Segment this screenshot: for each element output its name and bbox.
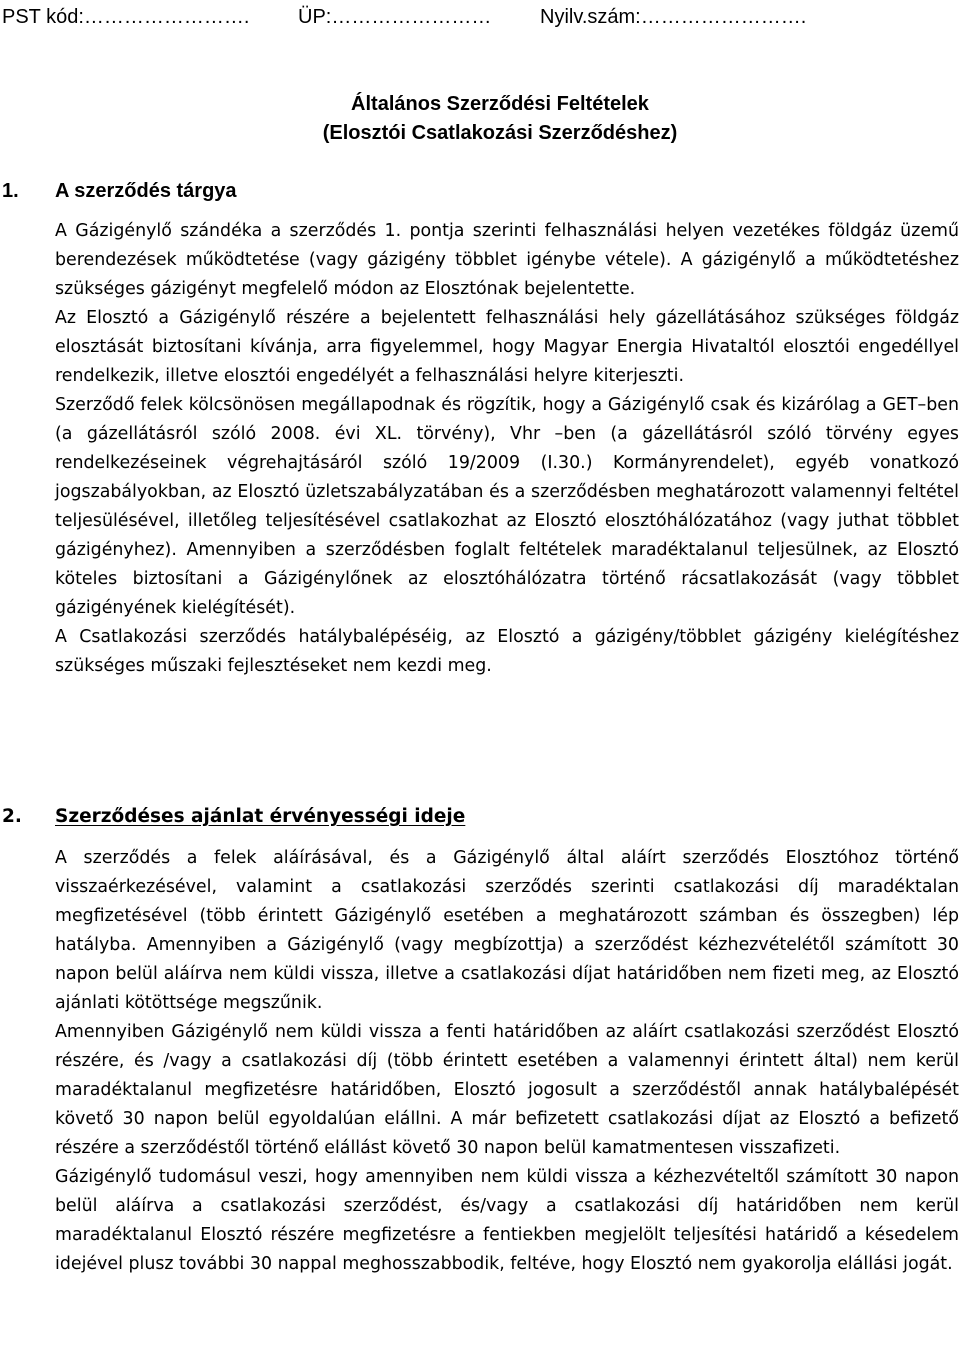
section-1-body: [55, 217, 959, 681]
section-2-title: Szerződéses ajánlat érvényességi ideje: [55, 806, 466, 827]
section-2-body: [55, 844, 959, 1279]
section-2-paragraph: A szerződés a felek aláírásával, és a Gázigénylő által aláírt szerződés Elosztóhoz történő visszaérkezésével, valamint a csatlakozási szerződés szerinti csatlakozási díj maradéktalan megfizetésével (több érintett Gázigénylő esetében a meghatározott számban és összegben) lép hatályba. Amennyiben a Gázigénylő (vagy megbízottja) a szerződést kézhezvételétől számított 30 napon belül aláírva nem küldi vissza, illetve a csatlakozási díjat határidőben nem fizeti meg, az Elosztó ajánlati kötöttsége megszűnik.: [55, 848, 959, 1013]
section-2-paragraph: Amennyiben Gázigénylő nem küldi vissza a fenti határidőben az aláírt csatlakozási szerződést Elosztó részére, és /vagy a csatlakozási díj (több érintett esetében a valamennyi érintett által) nem kerül maradéktalanul megfizetésre határidőben, Elosztó jogosult a szerződéstől annak hatálybalépését követő 30 napon belül egyoldalúan elállni. A már befizetett csatlakozási díjat az Elosztó a befizető részére a szerződéstől történő elállást követő 30 napon belül kamatmentesen visszafizeti.: [55, 1022, 959, 1158]
section-2-number: 2.: [2, 806, 22, 827]
title-line-2: (Elosztói Csatlakozási Szerződéshez): [322, 122, 678, 144]
registration-number-field: Nyilv.szám:…………………….: [540, 6, 807, 28]
section-1-paragraph: A Gázigénylő szándéka a szerződés 1. pontja szerinti felhasználási helyen vezetékes földgáz üzemű berendezések működtetése (vagy gázigény többlet igénybe vétele). A gázigénylő a működtetéshez szükséges gázigényt megfelelő módon az Elosztónak bejelentette.: [55, 221, 959, 299]
document-header: [0, 2, 960, 32]
section-1-paragraph: A Csatlakozási szerződés hatálybalépéséig, az Elosztó a gázigény/többlet gázigény kielégítéshez szükséges műszaki fejlesztéseket nem kezdi meg.: [55, 627, 959, 676]
title-line-1: Általános Szerződési Feltételek: [351, 93, 649, 115]
section-1-title: A szerződés tárgya: [55, 180, 237, 202]
pst-code-field: PST kód:…………………….: [2, 6, 250, 28]
up-field: ÜP:……………………: [298, 6, 492, 28]
section-1-paragraph: Az Elosztó a Gázigénylő részére a bejelentett felhasználási hely gázellátásához szükséges földgáz elosztását biztosítani kívánja, arra figyelemmel, hogy Magyar Energia Hivataltól elosztói engedéllyel rendelkezik, illetve elosztói engedélyét a felhasználási helyre kiterjeszti.: [55, 308, 959, 386]
document-title: [0, 90, 960, 148]
section-1-paragraph: Szerződő felek kölcsönösen megállapodnak és rögzítik, hogy a Gázigénylő csak és kizárólag a GET–ben (a gázellátásról szóló 2008. évi XL. törvény), Vhr –ben (a gázellátásról szóló törvény egyes rendelkezéseinek végrehajtásáról szóló 19/2009 (I.30.) Kormányrendelet), egyéb vonatkozó jogszabályokban, az Elosztó üzletszabályzatában és a szerződésben meghatározott valamennyi feltétel teljesülésével, illetőleg teljesítésével csatlakozhat az Elosztó elosztóhálózatához (vagy juthat többlet gázigényhez). Amennyiben a szerződésben foglalt feltételek maradéktalanul teljesülnek, az Elosztó köteles biztosítani a Gázigénylőnek az elosztóhálózatra történő rácsatlakozását (vagy többlet gázigényének kielégítését).: [55, 395, 959, 618]
section-1-number: 1.: [2, 180, 19, 202]
section-2-paragraph: Gázigénylő tudomásul veszi, hogy amennyiben nem küldi vissza a kézhezvételtől számított 30 napon belül aláírva a csatlakozási szerződést, és/vagy a csatlakozási díj határidőben nem kerül maradéktalanul Elosztó részére megfizetésre a fentiekben megjelölt teljesítési határidő a késedelem idejével plusz további 30 nappal meghosszabbodik, feltéve, hogy Elosztó nem gyakorolja elállási jogát.: [55, 1167, 959, 1274]
